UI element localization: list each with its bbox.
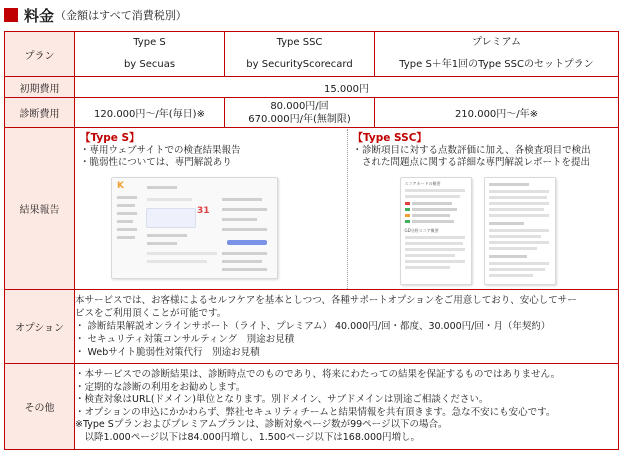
type-s-dashboard-image bbox=[111, 177, 278, 279]
plan-type-ssc-vendor: by SecurityScorecard bbox=[246, 59, 353, 70]
report-type-s-line: ・脆弱性については、専門解説あり bbox=[80, 156, 232, 168]
report-content bbox=[75, 128, 619, 290]
diagnosis-fee-type-ssc bbox=[225, 98, 375, 128]
diagnosis-fee-type-s: 120.000円～/年(毎日)※ bbox=[75, 98, 225, 128]
plan-type-ssc-header bbox=[225, 32, 375, 77]
options-label: オプション bbox=[5, 290, 75, 364]
options-row bbox=[5, 290, 619, 364]
plan-header-label: プラン bbox=[5, 32, 75, 77]
dashboard-logo: K bbox=[117, 180, 124, 191]
ssc-report-doc-title: スコアカードの概要 bbox=[404, 180, 441, 186]
diagnosis-fee-ssc-annual: 670.000円/年(無制限) bbox=[248, 113, 351, 125]
initial-fee-value: 15.000円 bbox=[75, 77, 619, 98]
report-label: 結果報告 bbox=[5, 128, 75, 290]
report-type-ssc-line: された問題点に関する詳細な専門解説レポートを提出 bbox=[352, 156, 591, 168]
report-type-ssc bbox=[347, 129, 619, 289]
diagnosis-fee-premium: 210.000円～/年※ bbox=[375, 98, 619, 128]
ssc-report-page-2 bbox=[484, 177, 556, 285]
other-content bbox=[75, 364, 619, 450]
report-type-s bbox=[75, 129, 347, 289]
other-label: その他 bbox=[5, 364, 75, 450]
plan-premium-header bbox=[375, 32, 619, 77]
initial-fee-row bbox=[5, 77, 619, 98]
initial-fee-label: 初期費用 bbox=[5, 77, 75, 98]
other-row bbox=[5, 364, 619, 450]
diagnosis-fee-row bbox=[5, 98, 619, 128]
plan-premium-name: プレミアム bbox=[472, 37, 521, 48]
ssc-report-page-1 bbox=[400, 177, 472, 285]
option-item-name: ・ 診断結果解説オンラインサポート（ライト、プレミアム） bbox=[75, 321, 333, 332]
section-title bbox=[4, 4, 187, 26]
diagnosis-fee-ssc-per-visit: 80.000円/回 bbox=[270, 100, 329, 112]
options-content bbox=[75, 290, 619, 364]
header-row bbox=[5, 32, 619, 77]
dashboard-score: 31 bbox=[197, 205, 210, 216]
other-line: ※Type Sプランおよびプレミアムプランは、診断対象ページ数が99ページ以下の場合。 bbox=[75, 419, 448, 430]
diagnosis-fee-label: 診断費用 bbox=[5, 98, 75, 128]
option-item: ・ セキュリティ対策コンサルティング 別途お見積 bbox=[75, 334, 295, 345]
report-type-ssc-heading: 【Type SSC】 bbox=[352, 131, 427, 144]
other-line: ・本サービスでの診断結果は、診断時点でのものであり、将来にわたっての結果を保証するものではありません。 bbox=[75, 369, 561, 380]
plan-premium-desc: Type S＋年1回のType SSCのセットプラン bbox=[399, 59, 594, 70]
plan-type-s-vendor: by Secuas bbox=[123, 59, 176, 70]
other-line: ・オプションの申込にかかわらず、弊社セキュリティチームと結果情報を共有頂きます。急な不安にも安心です。 bbox=[75, 406, 556, 418]
title-marker-icon bbox=[4, 8, 18, 22]
report-type-s-heading: 【Type S】 bbox=[80, 131, 140, 144]
report-type-ssc-line: ・診断項目に対する点数評価に加え、各検査項目で検出 bbox=[352, 144, 591, 156]
report-type-s-line: ・専用ウェブサイトでの検査結果報告 bbox=[80, 144, 241, 156]
other-line: ・定期的な診断の利用をお勧めします。 bbox=[75, 381, 246, 393]
ssc-report-section: GD分野スコア概要 bbox=[404, 227, 439, 233]
option-item bbox=[75, 320, 618, 333]
other-line: 以降1.000ページ以下は84.000円増し、1.500ページ以下は168.000円増し。 bbox=[75, 431, 421, 443]
title-sub: （金額はすべて消費税別） bbox=[55, 9, 187, 22]
pricing-table bbox=[4, 31, 619, 450]
option-item: ・ Webサイト脆弱性対策代行 別途お見積 bbox=[75, 347, 260, 358]
title-main: 料金 bbox=[24, 6, 55, 25]
option-item-price: 40.000円/回・都度、30.000円/回・月（年契約） bbox=[335, 321, 551, 332]
plan-type-ssc-name: Type SSC bbox=[276, 37, 323, 48]
options-intro: 本サービスでは、お客様によるセルフケアを基本としつつ、各種サポートオプションをご用意しており、安心してサー bbox=[75, 295, 577, 306]
plan-type-s-header bbox=[75, 32, 225, 77]
report-row bbox=[5, 128, 619, 290]
other-line: ・検査対象はURL(ドメイン)単位となります。別ドメイン、サブドメインは別途ご相談ください。 bbox=[75, 394, 489, 405]
plan-type-s-name: Type S bbox=[133, 37, 166, 48]
options-intro: ビスをご利用頂くことが可能です。 bbox=[75, 308, 227, 319]
